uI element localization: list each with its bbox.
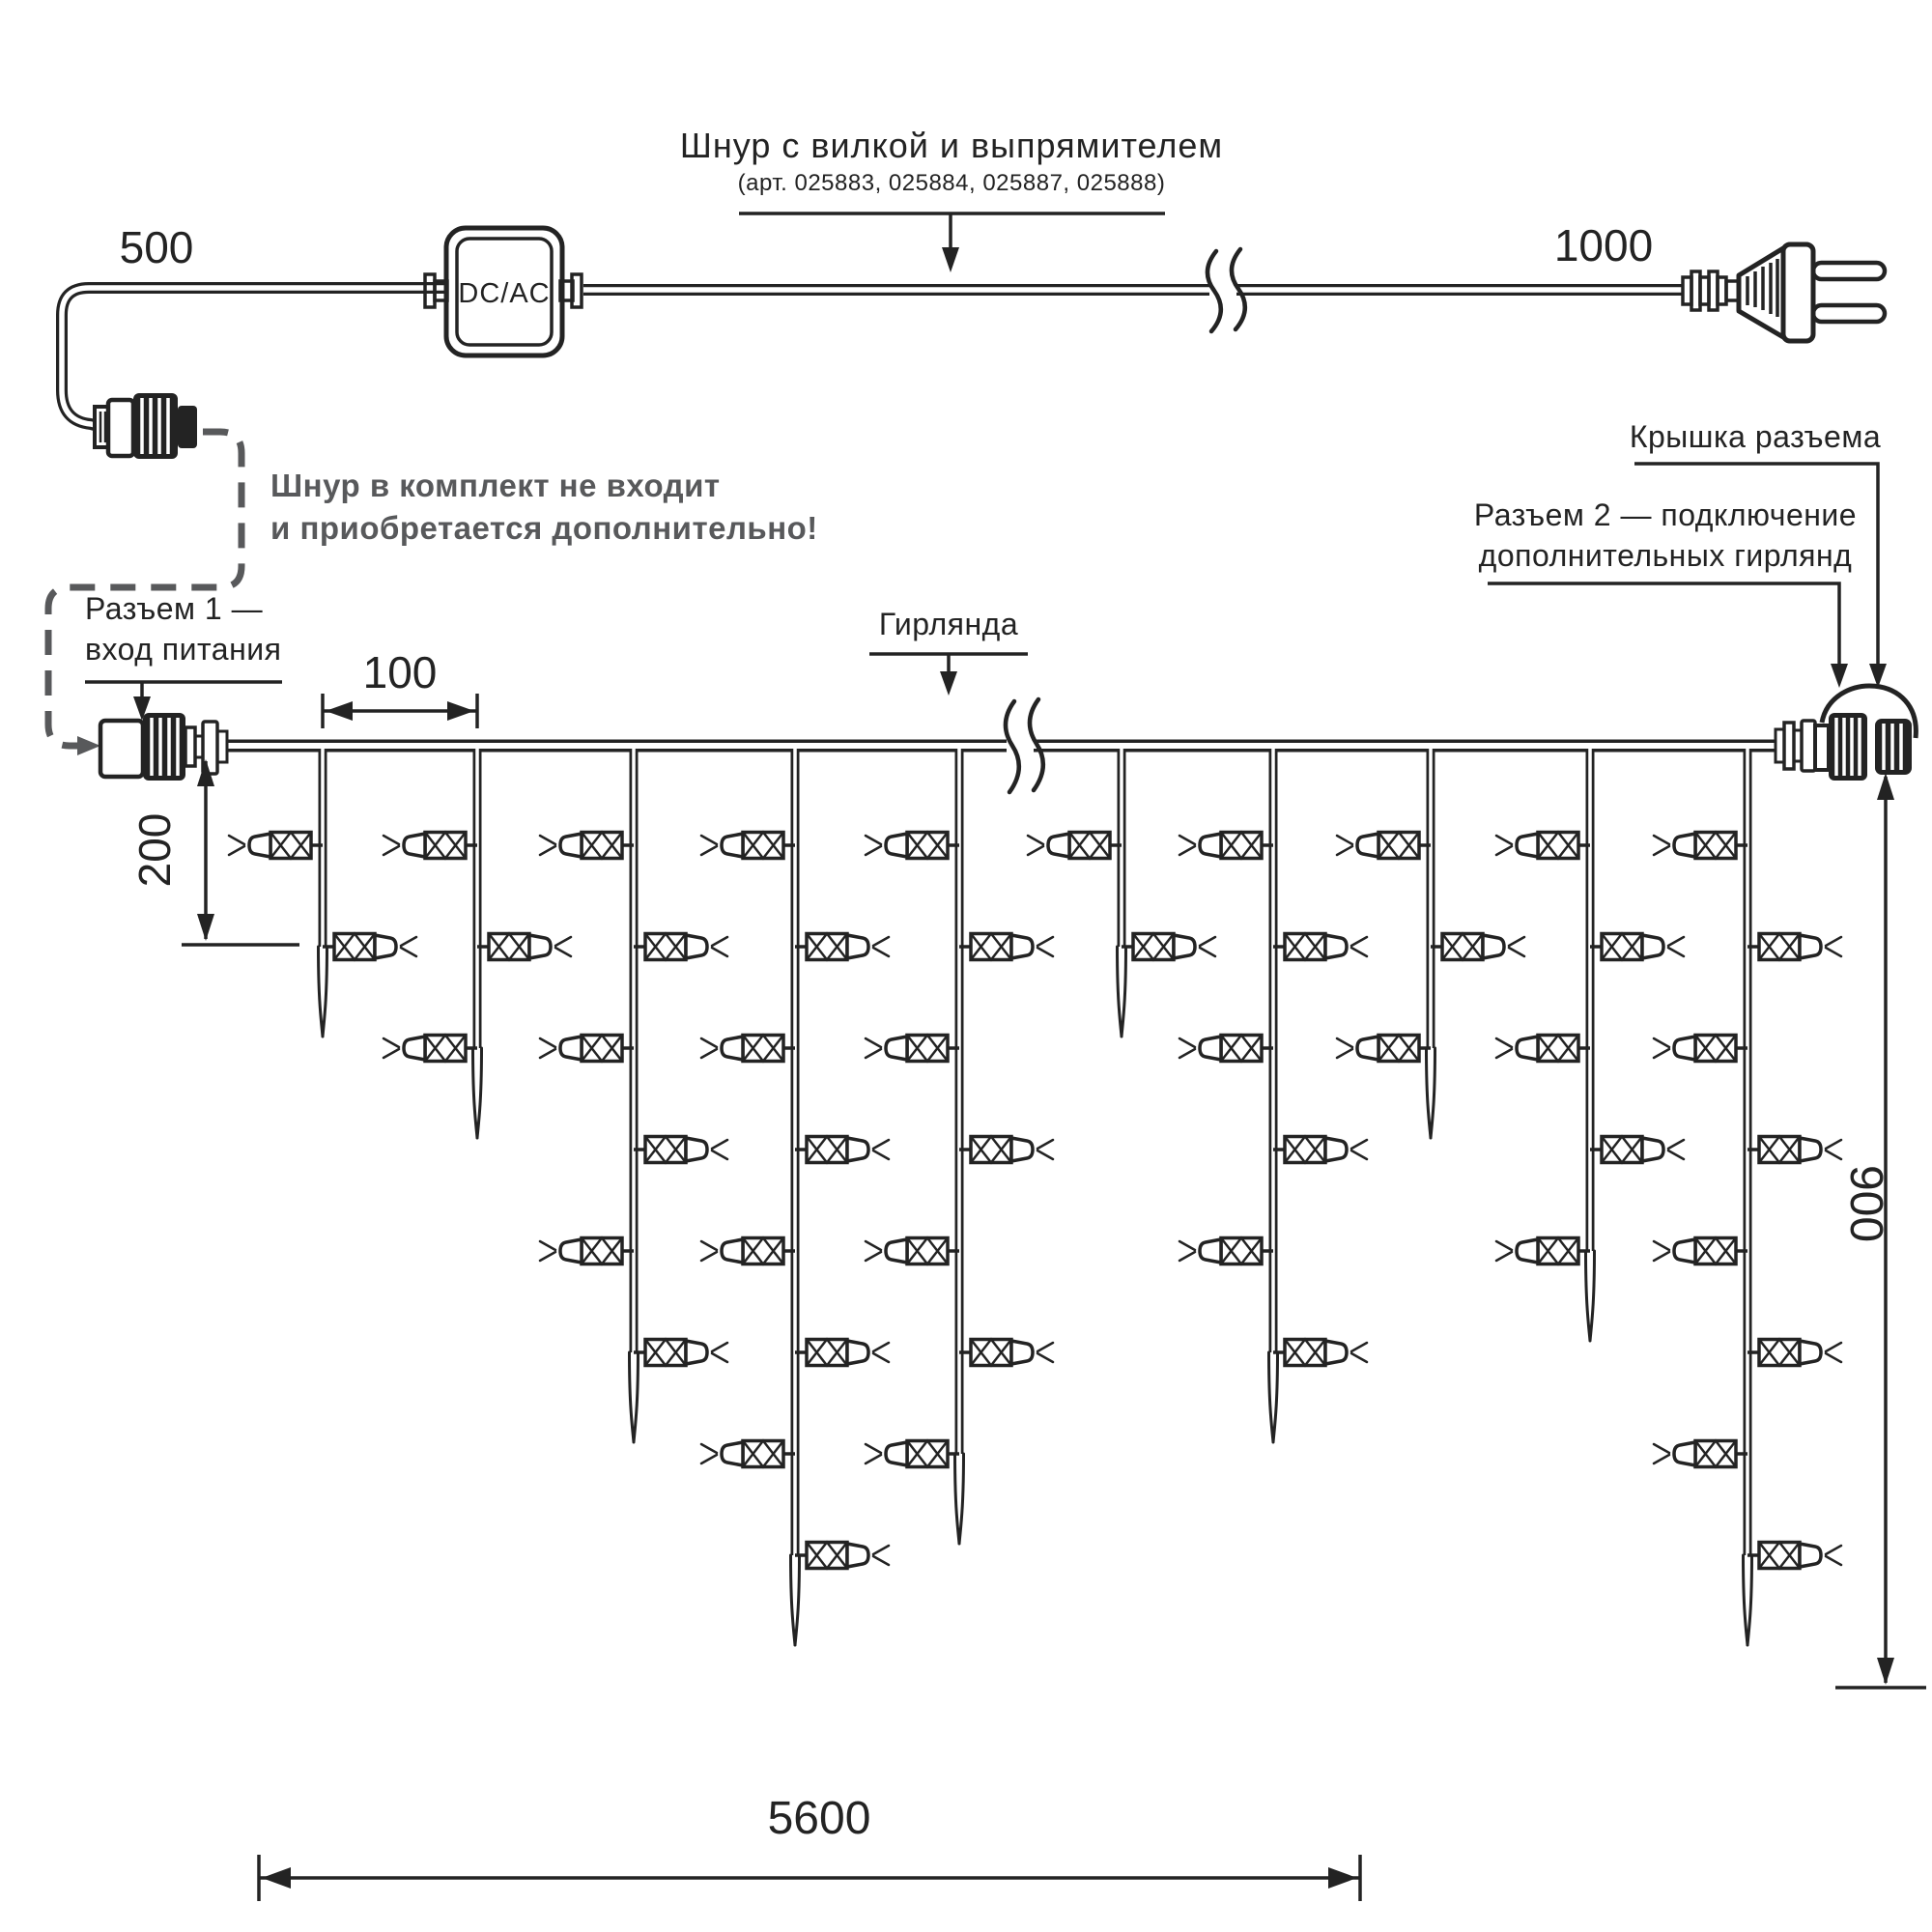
light-rays-icon <box>1179 1241 1195 1261</box>
light-rays-icon <box>1037 937 1053 956</box>
led-bulb-icon <box>1590 1137 1684 1163</box>
note-line1: Шнур в комплект не входит <box>270 468 721 503</box>
light-rays-icon <box>540 836 555 855</box>
strand-tail <box>791 1555 800 1645</box>
led-bulb-icon <box>1179 1036 1273 1062</box>
dim-200-label: 200 <box>129 812 180 888</box>
led-bulb-icon <box>795 1543 889 1569</box>
light-rays-icon <box>1668 937 1684 956</box>
light-rays-icon <box>1179 836 1195 855</box>
light-rays-icon <box>1826 1140 1841 1159</box>
connector-cap-icon <box>1875 719 1912 775</box>
dim-900-label: 900 <box>1840 1164 1891 1243</box>
connector2-text-line2: дополнительных гирлянд <box>1478 538 1853 573</box>
light-rays-icon <box>701 1241 717 1261</box>
dim-500-label: 500 <box>119 222 194 272</box>
light-rays-icon <box>401 937 416 956</box>
led-bulb-icon <box>1122 934 1215 960</box>
led-bulb-icon <box>634 1340 727 1366</box>
connector1-text-line2: вход питания <box>85 632 282 667</box>
light-rays-icon <box>1496 1241 1512 1261</box>
light-rays-icon <box>229 836 244 855</box>
led-bulb-icon <box>1654 1036 1747 1062</box>
light-rays-icon <box>701 1038 717 1058</box>
strand-tail <box>630 1352 639 1442</box>
led-bulb-icon <box>866 833 959 859</box>
light-rays-icon <box>701 1444 717 1463</box>
garland-leader-arrow <box>940 671 957 696</box>
led-bulb-icon <box>1747 1340 1841 1366</box>
dim-100 <box>323 647 477 728</box>
light-rays-icon <box>712 1343 727 1362</box>
led-bulb-icon <box>959 934 1053 960</box>
led-bulb-icon <box>1496 833 1590 859</box>
led-bulb-icon <box>540 1036 634 1062</box>
led-bulb-icon <box>634 934 727 960</box>
strand-tail <box>473 1048 482 1138</box>
light-rays-icon <box>384 1038 399 1058</box>
light-rays-icon <box>1351 1343 1367 1362</box>
led-bulb-icon <box>1028 833 1122 859</box>
strand-tail <box>1744 1555 1752 1645</box>
light-rays-icon <box>1351 937 1367 956</box>
strand-tail <box>1586 1251 1595 1341</box>
light-rays-icon <box>1179 1038 1195 1058</box>
led-bulb-icon <box>1654 1238 1747 1264</box>
connector1-leader-line <box>85 682 282 699</box>
garland-output-connector <box>1776 686 1916 781</box>
power-cord-assembly <box>62 126 1885 425</box>
light-rays-icon <box>540 1038 555 1058</box>
light-rays-icon <box>1826 1343 1841 1362</box>
led-bulb-icon <box>477 934 571 960</box>
dc-ac-converter <box>425 228 582 355</box>
led-bulb-icon <box>384 1036 477 1062</box>
cover-text: Крышка разъема <box>1629 419 1882 454</box>
light-rays-icon <box>1654 836 1669 855</box>
connector2-leader-line <box>1488 583 1839 668</box>
light-rays-icon <box>873 1546 889 1565</box>
led-bulb-icon <box>1747 1543 1841 1569</box>
light-rays-icon <box>873 937 889 956</box>
light-rays-icon <box>1668 1140 1684 1159</box>
dim-5600 <box>259 1793 1360 1901</box>
led-bulb-icon <box>1747 1137 1841 1163</box>
dim-5600-label: 5600 <box>767 1793 871 1844</box>
light-rays-icon <box>1654 1241 1669 1261</box>
cord-left <box>62 288 446 425</box>
light-rays-icon <box>1200 937 1215 956</box>
light-rays-icon <box>873 1343 889 1362</box>
led-bulb-icon <box>866 1238 959 1264</box>
diagram-title: Шнур с вилкой и выпрямителем <box>679 126 1224 165</box>
led-bulb-icon <box>1496 1036 1590 1062</box>
converter-label: DC/AC <box>458 278 551 309</box>
light-rays-icon <box>712 1140 727 1159</box>
led-bulb-icon <box>795 1137 889 1163</box>
led-bulb-icon <box>1273 934 1367 960</box>
led-bulb-icon <box>1747 934 1841 960</box>
led-bulb-icon <box>1273 1340 1367 1366</box>
garland-break-icon <box>1006 699 1043 792</box>
light-rays-icon <box>555 937 571 956</box>
led-bulb-icon <box>701 1036 795 1062</box>
led-bulb-icon <box>1179 1238 1273 1264</box>
led-bulb-icon <box>323 934 416 960</box>
led-bulb-icon <box>701 833 795 859</box>
cord-end-connector <box>95 393 197 459</box>
strand-tail <box>319 947 327 1037</box>
light-rays-icon <box>866 1038 881 1058</box>
light-rays-icon <box>866 836 881 855</box>
led-bulb-icon <box>795 1340 889 1366</box>
power-plug-icon <box>1683 244 1885 341</box>
light-rays-icon <box>1654 1444 1669 1463</box>
light-rays-icon <box>701 836 717 855</box>
led-bulb-icon <box>866 1036 959 1062</box>
led-bulb-icon <box>540 1238 634 1264</box>
light-rays-icon <box>873 1140 889 1159</box>
light-rays-icon <box>1496 836 1512 855</box>
title-leader-arrow <box>942 247 959 272</box>
title-leader-line <box>739 213 1165 251</box>
led-bulb-icon <box>701 1238 795 1264</box>
light-rays-icon <box>1826 1546 1841 1565</box>
light-rays-icon <box>1351 1140 1367 1159</box>
led-bulb-icon <box>1337 1036 1431 1062</box>
light-rays-icon <box>1826 937 1841 956</box>
led-bulb-icon <box>229 833 323 859</box>
strand-tail <box>1118 947 1126 1037</box>
light-rays-icon <box>1037 1140 1053 1159</box>
light-rays-icon <box>1654 1038 1669 1058</box>
led-bulb-icon <box>795 934 889 960</box>
led-bulb-icon <box>701 1441 795 1467</box>
light-rays-icon <box>1509 937 1524 956</box>
connector1-label <box>85 591 282 721</box>
led-bulb-icon <box>634 1137 727 1163</box>
garland-label <box>869 607 1028 696</box>
note-line2: и приобретается дополнительно! <box>270 510 818 546</box>
led-bulb-icon <box>1654 1441 1747 1467</box>
light-rays-icon <box>866 1444 881 1463</box>
dim-1000-label: 1000 <box>1553 220 1654 270</box>
strand-tail <box>1269 1352 1278 1442</box>
light-rays-icon <box>1496 1038 1512 1058</box>
diagram-subtitle: (арт. 025883, 025884, 025887, 025888) <box>737 170 1166 196</box>
connector2-text-line1: Разъем 2 — подключение <box>1473 497 1858 532</box>
led-bulb-icon <box>1654 833 1747 859</box>
led-bulb-icon <box>1590 934 1684 960</box>
strand-tail <box>955 1454 964 1544</box>
dim-900 <box>1835 773 1926 1688</box>
cord-break-icon <box>1208 249 1245 331</box>
light-rays-icon <box>384 836 399 855</box>
light-rays-icon <box>712 937 727 956</box>
led-bulb-icon <box>1496 1238 1590 1264</box>
led-bulb-icon <box>1179 833 1273 859</box>
led-bulb-icon <box>384 833 477 859</box>
led-bulb-icon <box>959 1340 1053 1366</box>
garland <box>227 746 1841 1645</box>
light-rays-icon <box>1037 1343 1053 1362</box>
dim-100-label: 100 <box>362 647 438 697</box>
light-rays-icon <box>866 1241 881 1261</box>
led-bulb-icon <box>959 1137 1053 1163</box>
garland-text: Гирлянда <box>878 607 1019 641</box>
led-bulb-icon <box>540 833 634 859</box>
light-rays-icon <box>540 1241 555 1261</box>
connector1-text-line1: Разъем 1 — <box>85 591 264 626</box>
strand-tail <box>1427 1048 1435 1138</box>
dashed-arrow <box>77 736 100 755</box>
led-bulb-icon <box>866 1441 959 1467</box>
led-bulb-icon <box>1273 1137 1367 1163</box>
led-bulb-icon <box>1337 833 1431 859</box>
connector2-label <box>1474 497 1857 688</box>
light-rays-icon <box>1337 1038 1352 1058</box>
led-bulb-icon <box>1431 934 1524 960</box>
light-rays-icon <box>1028 836 1043 855</box>
connector2-leader-arrow <box>1831 664 1848 688</box>
light-rays-icon <box>1337 836 1352 855</box>
